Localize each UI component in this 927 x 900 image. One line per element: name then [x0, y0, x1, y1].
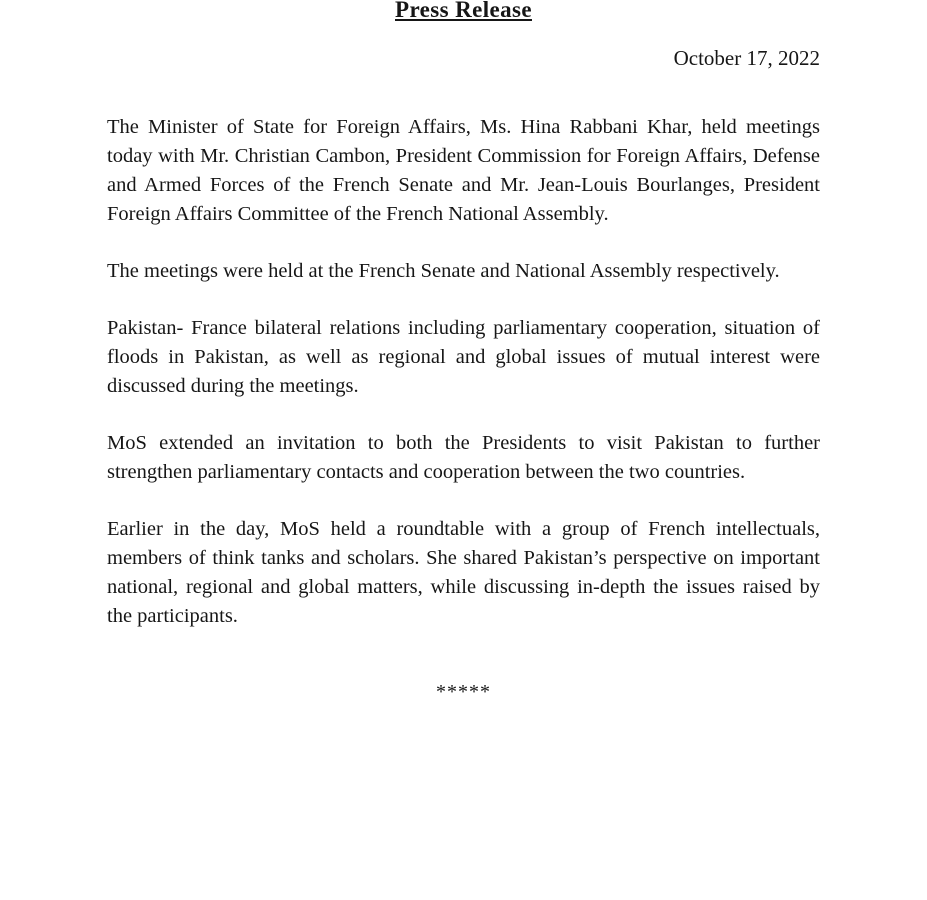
paragraph-roundtable: Earlier in the day, MoS held a roundtable with a group of French intellectuals, members of think tanks and scholars. She shared Pakistan’s perspective on important national, regional and global matters, while discussing in-depth the issues raised by the participants.: [107, 518, 820, 628]
date-line: October 17, 2022: [673, 46, 820, 71]
page-title: Press Release: [395, 0, 532, 22]
paragraph-invitation: MoS extended an invitation to both the Presidents to visit Pakistan to further strengthen parliamentary contacts and cooperation between the two countries.: [107, 432, 820, 484]
paragraph-meetings-held-with: The Minister of State for Foreign Affairs, Ms. Hina Rabbani Khar, held meetings today with Mr. Christian Cambon, President Commission for Foreign Affairs, Defense and Armed Forces of the French Senate and Mr. Jean-Louis Bourlanges, President Foreign Affairs Committee of the French National Assembly.: [107, 116, 820, 226]
paragraph-meeting-locations: The meetings were held at the French Senate and National Assembly respectively.: [107, 260, 780, 283]
end-of-release-marker: *****: [436, 681, 491, 704]
body-text: [107, 113, 820, 631]
paragraph-topics-discussed: Pakistan- France bilateral relations including parliamentary cooperation, situation of floods in Pakistan, as well as regional and global issues of mutual interest were discussed during the meetings.: [107, 317, 820, 398]
